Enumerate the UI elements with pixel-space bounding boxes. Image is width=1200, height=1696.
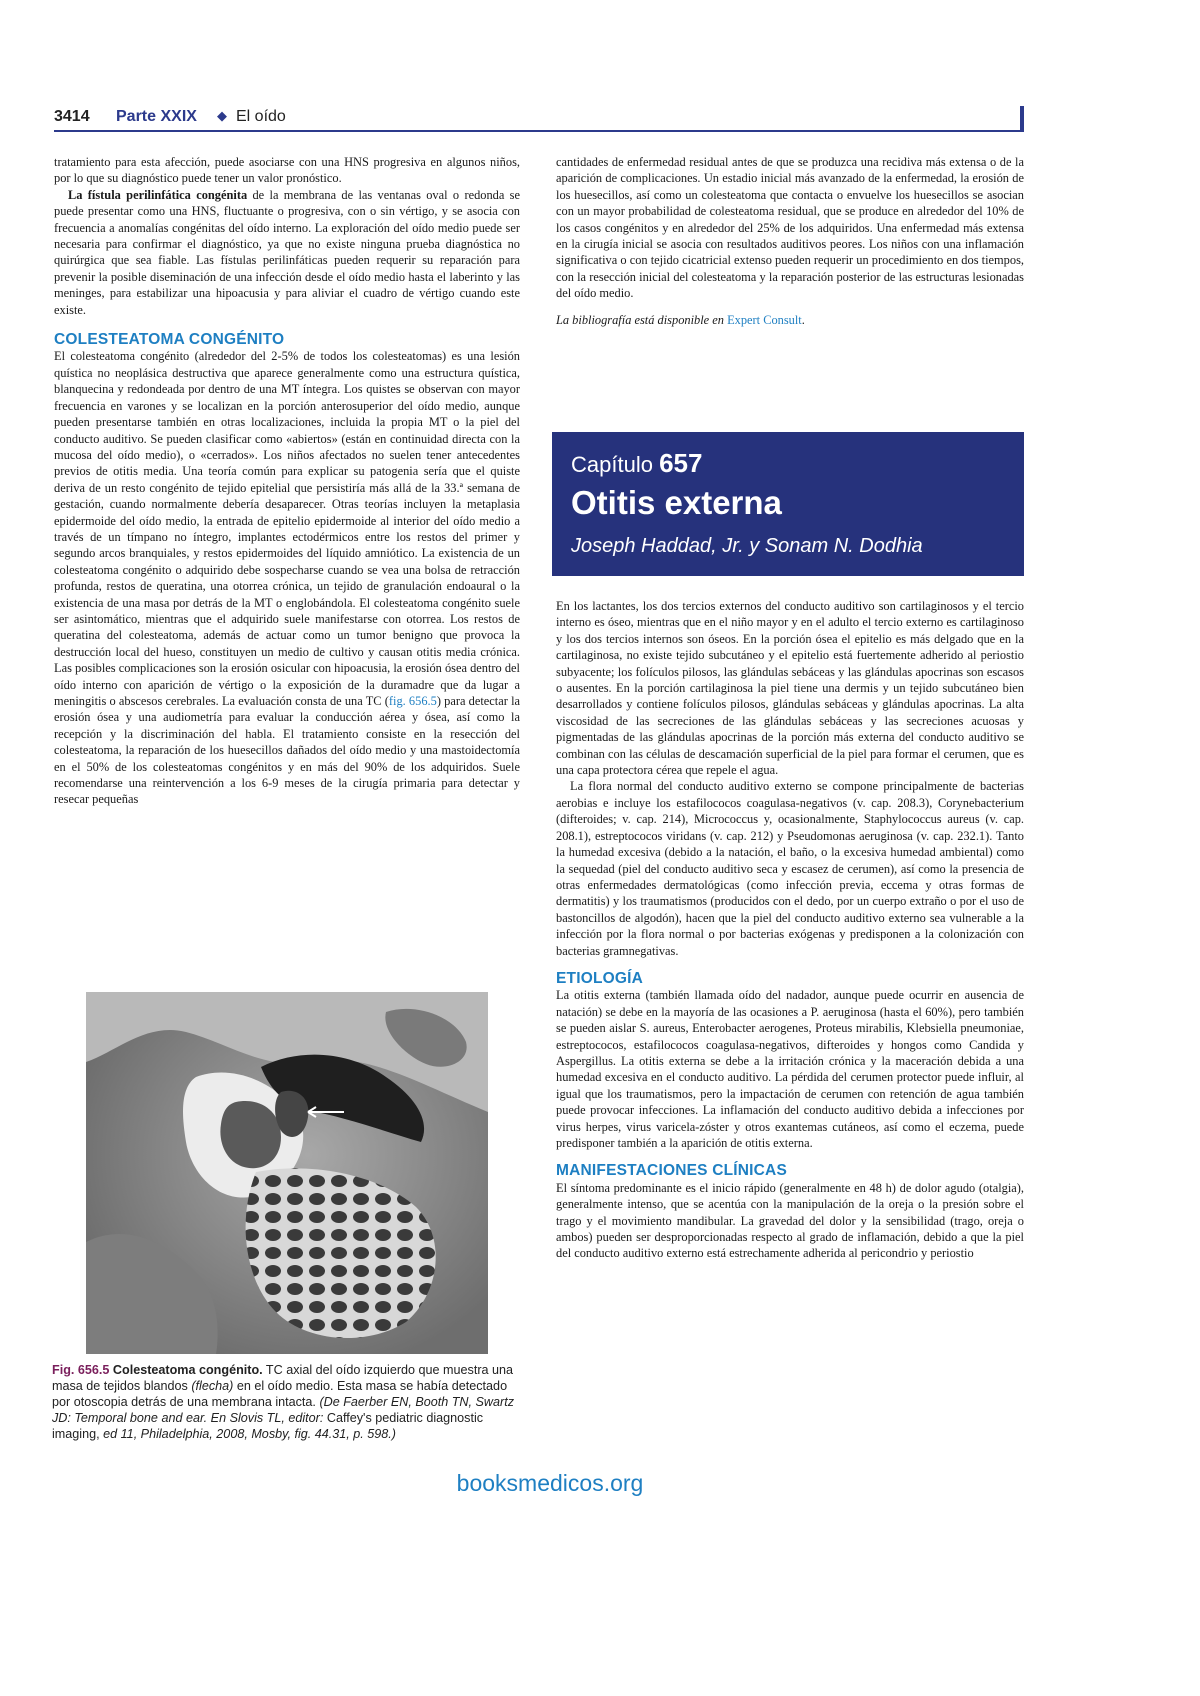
chapter-title: Otitis externa xyxy=(571,484,782,521)
section-heading-manifestaciones: MANIFESTACIONES CLÍNICAS xyxy=(556,1162,787,1180)
paragraph: cantidades de enfermedad residual antes de que se produzca una recidiva más extensa o de la aparición de complicaciones. Un estadio inicial más avanzado de la enfermedad, la erosión de los huesecillos, así como un colesteatoma que contacta o envuelve los huesecillos se asocian con un mayor probabilidad de colesteatoma residual, que se produce en alrededor del 10% de los casos congénitos y en alrededor del 25% de los adquiridos. Una enfermedad más extensa en la cirugía inicial se asocia con resultados auditivos peores. Los niños con una inflamación significativa o con tejido cicatricial extenso pueden requerir un procedimiento en dos tiempos, con la resección inicial del colesteatoma y la reparación posterior de las estructuras lesionadas del oído medio. xyxy=(556,155,1024,301)
chapter-label: Capítulo 657 xyxy=(571,448,703,478)
left-column xyxy=(54,154,520,808)
right-column-body xyxy=(556,598,1024,1262)
header-tab-marker xyxy=(1020,106,1024,132)
ct-scan-drawing xyxy=(86,992,488,1354)
figure-label: Fig. 656.5 xyxy=(52,1363,110,1377)
term: La fístula perilinfática congénita xyxy=(68,187,248,202)
paragraph: El colesteatoma congénito (alrededor del 2-5% de todos los colesteatomas) es una lesión quística no neoplásica destructiva que aparece generalmente como una estructura quística, blanquecina y redondeada por dentro de una MT íntegra. Los quistes se observan con mayor frecuencia en varones y se localizan en la porción anterosuperior del oído medio, aunque pueden presentarse también en otras localizaciones, incluida la propia MT o la piel del conducto auditivo. Se pueden clasificar como «abiertos» (están en continuidad directa con la mucosa del oído medio), o «cerrados». Los niños afectados no suelen tener antecedentes previos de otitis media. Una teoría común para explicar su patogenia sería que el quiste deriva de un resto congénito de tejido epitelial que persistiría más allá de la 33.ª semana de gestación, cuando normalmente debería desaparecer. Otras teorías incluyen la metaplasia epidermoide del oído medio, la entrada de epitelio epidermoide al interior del oído medio a través de un tímpano no íntegro, implantes ectodérmicos entre los restos del primer y segundo arcos branquiales, y restos epidermoides del líquido amniótico. La existencia de un colesteatoma congénito o adquirido debe sospecharse cuando se vea una bolsa de retracción profunda, restos de queratina, una otorrea crónica, un tejido de granulación endoaural o la existencia de una masa por detrás de la MT o englobándola. El colesteatoma congénito suele ser asintomático, mientras que el adquirido suele manifestarse con otorrea. Los restos de queratina del colesteatoma, además de actuar como un tumor benigno que provoca la destrucción local del hueso, constituyen un medio de cultivo y causan otitis media crónica. Las posibles complicaciones son la erosión osicular con hipoacusia, la erosión ósea dentro del oído interno con aparición de vértigo o la exposición de la duramadre que da lugar a meningitis o abscesos cerebrales. La evaluación consta de una TC (fig. 656.5) para detectar la erosión ósea y una audiometría para evaluar la conducción aérea y ósea, así como la recepción y la discriminación del habla. El tratamiento consiste en la resección del colesteatoma, la reparación de los huesecillos dañados del oído medio y una mastoidectomía en el 50% de los colesteatomas congénitos y en más del 90% de los adquiridos. Suele recomendarse una reintervención a los 6-9 meses de la cirugía primaria para detectar y resecar pequeñas xyxy=(54,349,521,807)
chapter-authors: Joseph Haddad, Jr. y Sonam N. Dodhia xyxy=(571,535,923,557)
ct-image xyxy=(86,992,488,1354)
figure-caption: Fig. 656.5 Colesteatoma congénito. TC axial del oído izquierdo que muestra una masa de tejidos blandos (flecha) en el oído medio. Esta masa se había detectado por otoscopia detrás de una membrana intacta. (De Faerber EN, Booth TN, Swartz JD: Temporal bone and ear. En Slovis TL, editor: Caffey's pediatric diagnostic imaging, ed 11, Philadelphia, 2008, Mosby, fig. 44.31, p. 598.) xyxy=(52,1363,515,1441)
bibliography-note: La bibliografía está disponible en Expert Consult. xyxy=(556,312,805,327)
chapter-banner xyxy=(552,432,1024,576)
paragraph: La flora normal del conducto auditivo externo se compone principalmente de bacterias aerobias e incluye los estafilococos coagulasa-negativos (v. cap. 208.3), Corynebacterium (difteroides; v. cap. 214), Micrococcus y, ocasionalmente, Staphylococcus aureus (v. cap. 208.1), estreptococos viridans (v. cap. 212) y Pseudomonas aeruginosa (v. cap. 232.1). Tanto la humedad excesiva (debido a la natación, el baño, o la excesiva humedad ambiental) como la sequedad (piel del conducto auditivo seca y escasez de cerumen), así como la presencia de otras enfermedades dermatológicas (como infección previa, eccema y otras formas de dermatitis) y los traumatismos (producidos con el dedo, por un cuerpo extraño o por el uso de bastoncillos de algodón), hacen que la piel del conducto auditivo externo sea vulnerable a la infección por la flora normal o por bacterias exógenas y predisponen a la colonización con bacterias gramnegativas. xyxy=(556,779,1024,958)
running-header xyxy=(54,106,1024,132)
right-column-top xyxy=(556,154,1024,328)
diamond-icon: ◆ xyxy=(217,109,227,124)
chapter-number: 657 xyxy=(659,448,703,478)
page-number: 3414 xyxy=(54,108,90,125)
paragraph: tratamiento para esta afección, puede asociarse con una HNS progresiva en algunos niños, por lo que su diagnóstico puede tener un valor pronóstico. xyxy=(54,155,520,186)
expert-consult-link[interactable]: Expert Consult xyxy=(727,312,802,327)
paragraph: El síntoma predominante es el inicio rápido (generalmente en 48 h) de dolor agudo (otalgia), generalmente intenso, que se acentúa con la manipulación de la oreja o la presión sobre el trago y el movimiento mandibular. La gravedad del dolor y la sensibilidad (trago, oreja o ambos) pueden ser desproporcionadas respecto al grado de inflamación, debido a que la piel del conducto auditivo externo está estrechamente adherida al pericondrio y periostio xyxy=(556,1180,1024,1261)
paragraph: La otitis externa (también llamada oído del nadador, aunque puede ocurrir en ausencia de natación) se debe en la mayoría de las ocasiones a P. aeruginosa (hasta el 60%), pero también se pueden aislar S. aureus, Enterobacter aerogenes, Proteus mirabilis, Klebsiella pneumoniae, estreptococos, estafilococos coagulasa-negativos, difteroides y hongos como Candida y Aspergillus. La otitis externa se debe a la irritación crónica y la maceración debida a una humedad excesiva en el conducto auditivo. La pérdida del cerumen protector puede influir, al igual que los traumatismos, pero la impactación de cerumen con retención de agua también puede provocar infecciones. La inflamación del conducto auditivo debida a infecciones por virus herpes, virus varicela-zóster y otros exantemas cutáneos, así como el eczema, puede predisponer también a la aparición de otitis externa. xyxy=(556,988,1024,1150)
paragraph: La fístula perilinfática congénita de la membrana de las ventanas oval o redonda se puede presentar como una HNS, fluctuante o progresiva, con o sin vértigo, y se asocia con frecuencia a anomalías congénitas del oído interno. La exploración del oído medio puede ser necesaria para confirmar el diagnóstico, ya que no existe ninguna prueba diagnóstica no quirúrgica que sea fiable. Las fístulas perilinfáticas pueden requerir su reparación para prevenir la posible diseminación de una infección desde el oído medio hasta el laberinto y las meninges, para estabilizar una hipoacusia y para aliviar el cuadro de vértigo cuando este existe. xyxy=(54,187,521,317)
header-rule xyxy=(54,130,1024,132)
section-heading-etiologia: ETIOLOGÍA xyxy=(556,969,644,987)
paragraph: En los lactantes, los dos tercios externos del conducto auditivo son cartilaginosos y el tercio interno es óseo, mientras que en el niño mayor y en el adulto el tercio externo es cartilaginoso y los dos tercios internos son óseos. En la porción ósea el epitelio es más delgado que en la cartilaginosa, no existe tejido subcutáneo y el epitelio está fuertemente adherido al periostio subyacente; los folículos pilosos, las glándulas sebáceas y las glándulas apocrinas son escasos o ausentes. En la porción cartilaginosa la piel tiene una dermis y un tejido subcutáneo bien desarrollados y contiene folículos pilosos, glándulas sebáceas y glándulas apocrinas. La alta viscosidad de las secreciones de las glándulas sebáceas y las secreciones acuosas y pigmentadas de las glándulas apocrinas de la porción más externa del conducto auditivo se combinan con las células de descamación superficial de la piel para formar el cerumen, que es una capa protectora cérea que repele el agua. xyxy=(556,599,1024,778)
section-label: El oído xyxy=(236,108,286,125)
part-label: Parte XXIX xyxy=(116,108,197,125)
site-watermark: booksmedicos.org xyxy=(456,1470,644,1496)
section-heading-colesteatoma: COLESTEATOMA CONGÉNITO xyxy=(54,331,285,349)
figure-link[interactable]: fig. 656.5 xyxy=(388,694,437,708)
